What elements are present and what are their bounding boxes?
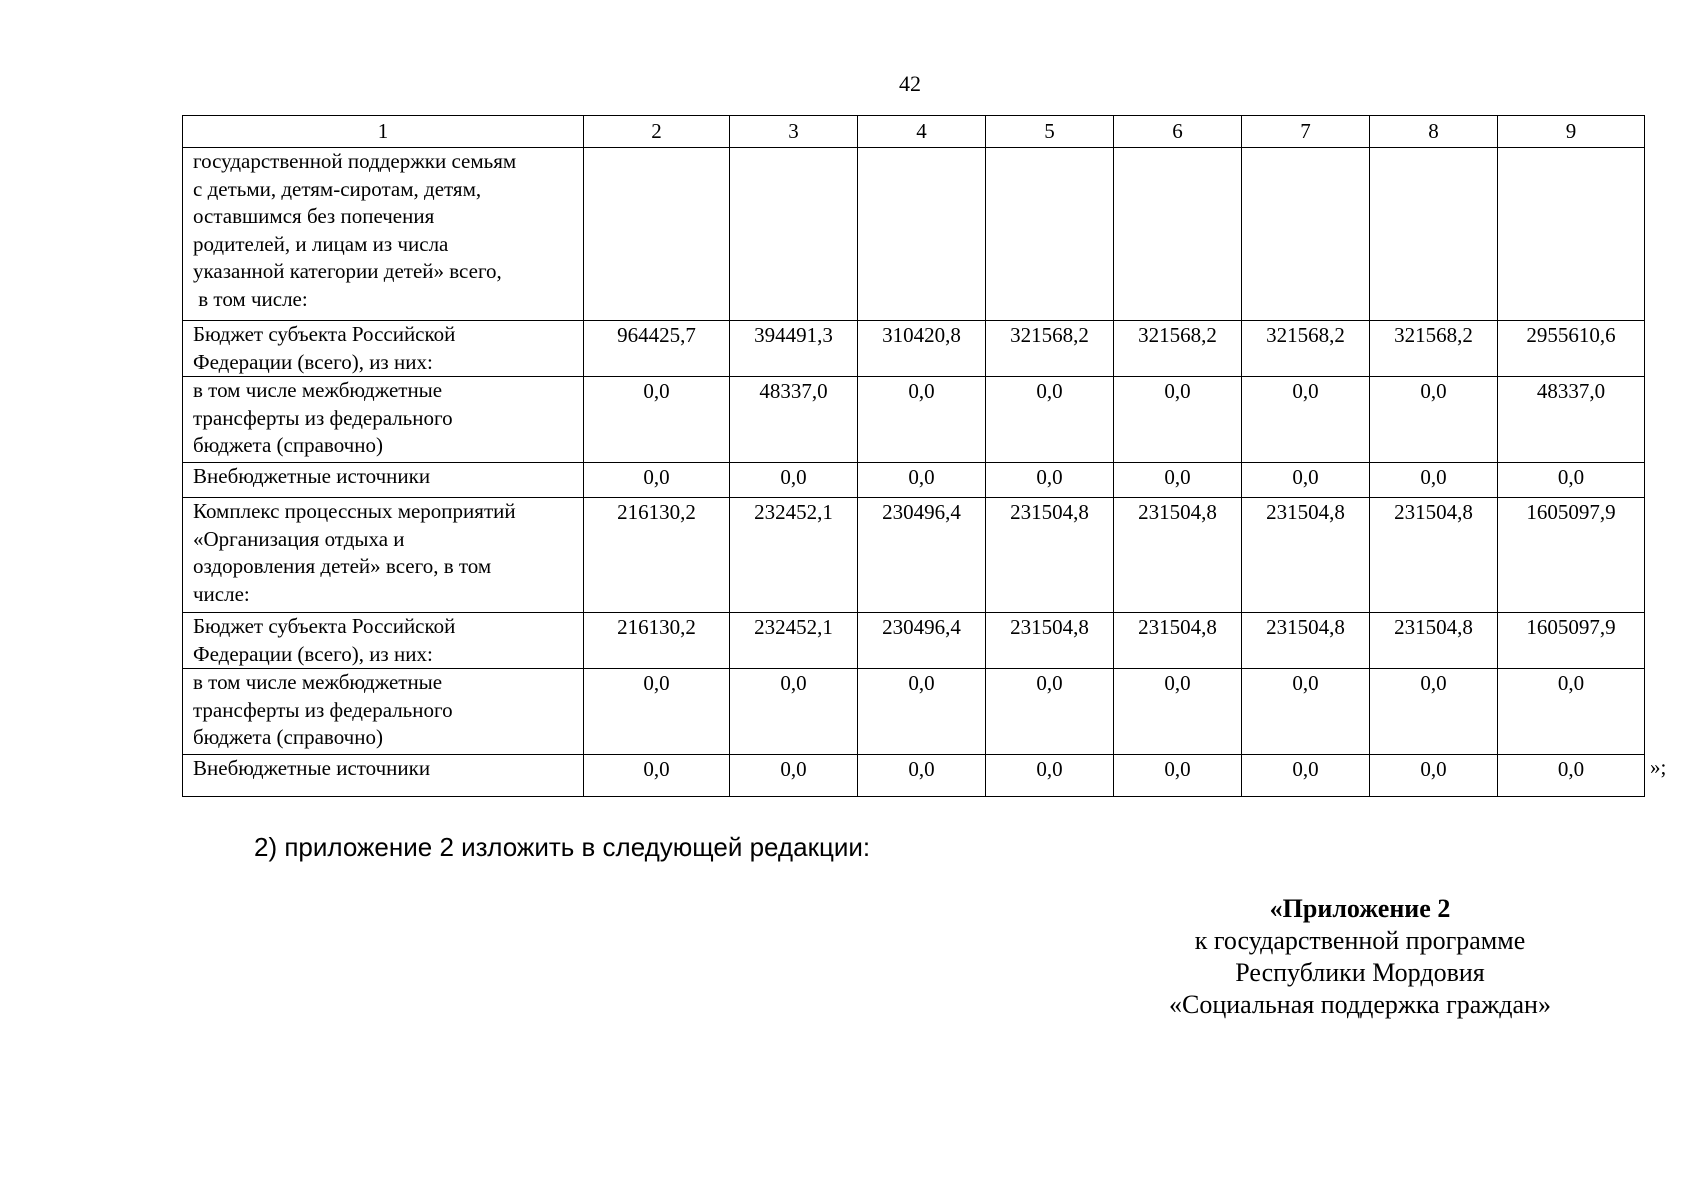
row-label-line: числе: [193,581,250,606]
row-label-line: Бюджет субъекта Российской [193,614,456,638]
value-cell: 321568,2 [1370,321,1498,377]
row-label [183,321,584,377]
value-cell [1242,148,1370,321]
instruction-text: 2) приложение 2 изложить в следующей редакции: [254,832,871,862]
value-cell: 321568,2 [1114,321,1242,377]
row-label [183,498,584,613]
row-label-line: Федерации (всего), из них: [193,641,433,666]
row-label-line: Внебюджетные источники [193,464,431,488]
value-cell: 310420,8 [858,321,986,377]
value-cell: 0,0 [1370,377,1498,463]
row-label [183,613,584,669]
value-cell: 2955610,6 [1498,321,1645,377]
value-cell [584,148,730,321]
value-cell: 0,0 [1114,463,1242,498]
table-header-row [183,116,1645,148]
value-cell: 0,0 [858,377,986,463]
value-cell: 0,0 [1370,669,1498,755]
row-label-line: Комплекс процессных мероприятий [193,499,516,523]
value-cell: 231504,8 [1370,498,1498,613]
header-cell: 8 [1370,116,1498,148]
table-row [183,613,1645,669]
value-cell: 232452,1 [730,498,858,613]
value-cell: 0,0 [1114,755,1242,797]
table-row [183,669,1645,755]
header-cell: 3 [730,116,858,148]
value-cell: 0,0 [584,377,730,463]
value-cell: 0,0 [858,463,986,498]
closing-quote: »; [1650,755,1667,779]
value-cell: 964425,7 [584,321,730,377]
row-label-line: с детьми, детям-сиротам, детям, [193,176,482,201]
value-cell: 0,0 [730,755,858,797]
value-cell: 231504,8 [1370,613,1498,669]
table-row [183,498,1645,613]
row-label [183,377,584,463]
table-row [183,148,1645,321]
value-cell: 0,0 [730,669,858,755]
value-cell: 0,0 [986,377,1114,463]
value-cell: 0,0 [584,669,730,755]
value-cell [730,148,858,321]
value-cell: 0,0 [986,755,1114,797]
value-cell: 230496,4 [858,613,986,669]
row-label-line: Внебюджетные источники [193,756,431,780]
row-label-line: «Организация отдыха и [193,526,405,551]
value-cell: 321568,2 [986,321,1114,377]
value-cell: 231504,8 [986,613,1114,669]
row-label-line: Федерации (всего), из них: [193,349,433,374]
value-cell: 0,0 [1498,669,1645,755]
row-label-line: оздоровления детей» всего, в том [193,554,492,578]
value-cell: 0,0 [858,669,986,755]
value-cell: 0,0 [1370,463,1498,498]
value-cell: 0,0 [1242,669,1370,755]
header-cell: 1 [183,116,584,148]
row-label [183,755,584,797]
value-cell: 48337,0 [1498,377,1645,463]
row-label-line: трансферты из федерального [193,405,453,430]
row-label-line: в том числе: [193,286,308,311]
value-cell: 0,0 [1114,669,1242,755]
value-cell: 0,0 [1242,463,1370,498]
value-cell: 394491,3 [730,321,858,377]
row-label-line: родителей, и лицам из числа [193,231,449,256]
table-row [183,321,1645,377]
header-cell: 9 [1498,116,1645,148]
header-cell: 7 [1242,116,1370,148]
value-cell: 0,0 [1498,755,1645,797]
header-cell: 2 [584,116,730,148]
table-row [183,463,1645,498]
value-cell: 231504,8 [1242,498,1370,613]
row-label-line: государственной поддержки семьям [193,149,517,173]
value-cell: 0,0 [730,463,858,498]
value-cell: 0,0 [584,463,730,498]
value-cell [858,148,986,321]
value-cell [1498,148,1645,321]
appendix-line: Республики Мордовия [1235,958,1485,987]
row-label-line: Бюджет субъекта Российской [193,322,456,346]
value-cell: 1605097,9 [1498,613,1645,669]
row-label [183,148,584,321]
value-cell: 1605097,9 [1498,498,1645,613]
header-cell: 6 [1114,116,1242,148]
row-label [183,463,584,498]
table-row [183,377,1645,463]
value-cell: 231504,8 [1114,613,1242,669]
row-label-line: указанной категории детей» всего, [193,259,502,283]
value-cell: 232452,1 [730,613,858,669]
value-cell: 231504,8 [986,498,1114,613]
appendix-block [1110,893,1610,1021]
appendix-line: «Социальная поддержка граждан» [1169,990,1551,1019]
value-cell: 231504,8 [1114,498,1242,613]
value-cell: 0,0 [1498,463,1645,498]
budget-table [182,115,1645,797]
value-cell: 0,0 [986,669,1114,755]
header-cell: 5 [986,116,1114,148]
value-cell [1114,148,1242,321]
table-row [183,755,1645,797]
value-cell: 230496,4 [858,498,986,613]
value-cell: 0,0 [986,463,1114,498]
row-label-line: бюджета (справочно) [193,433,383,457]
page-number: 42 [899,71,921,96]
value-cell: 0,0 [1242,377,1370,463]
value-cell: 0,0 [858,755,986,797]
row-label-line: оставшимся без попечения [193,204,435,228]
appendix-line: к государственной программе [1194,926,1526,955]
row-label-line: бюджета (справочно) [193,725,383,749]
header-cell: 4 [858,116,986,148]
value-cell: 216130,2 [584,613,730,669]
value-cell: 0,0 [1370,755,1498,797]
row-label-line: в том числе межбюджетные [193,378,443,402]
value-cell: 321568,2 [1242,321,1370,377]
appendix-title: «Приложение 2 [1269,894,1451,923]
row-label-line: в том числе межбюджетные [193,670,443,694]
value-cell: 216130,2 [584,498,730,613]
value-cell: 231504,8 [1242,613,1370,669]
row-label-line: трансферты из федерального [193,697,453,722]
value-cell: 48337,0 [730,377,858,463]
value-cell: 0,0 [1242,755,1370,797]
value-cell: 0,0 [1114,377,1242,463]
value-cell [986,148,1114,321]
value-cell [1370,148,1498,321]
value-cell: 0,0 [584,755,730,797]
row-label [183,669,584,755]
